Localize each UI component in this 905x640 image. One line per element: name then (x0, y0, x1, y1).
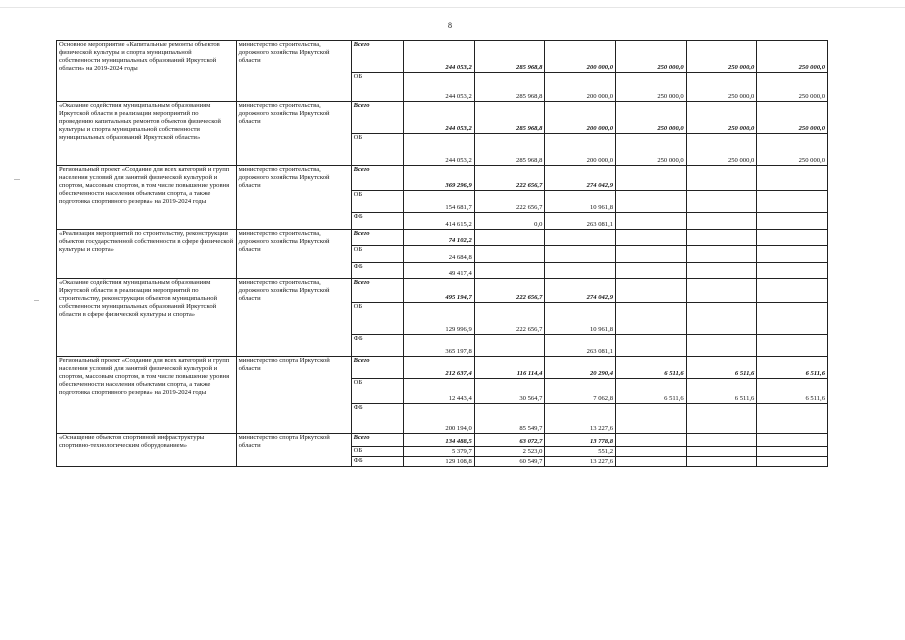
responsible-executor: министерство строительства, дорожного хозяйства Иркутской области (236, 230, 351, 279)
amount-cell: 200 000,0 (545, 102, 616, 134)
amount-cell (757, 447, 828, 457)
funding-source: ФБ (351, 457, 403, 467)
amount-cell: 13 778,8 (545, 434, 616, 447)
amount-cell: 30 564,7 (474, 379, 545, 404)
amount-cell (686, 335, 757, 357)
amount-cell: 74 102,2 (404, 230, 475, 246)
amount-cell: 129 108,8 (404, 457, 475, 467)
amount-cell: 24 684,8 (404, 246, 475, 263)
funding-source: ОБ (351, 134, 403, 166)
amount-cell: 49 417,4 (404, 263, 475, 279)
funding-source: Всего (351, 279, 403, 303)
funding-source: ОБ (351, 379, 403, 404)
amount-cell: 250 000,0 (616, 41, 687, 73)
amount-cell: 250 000,0 (757, 73, 828, 102)
amount-cell: 250 000,0 (686, 102, 757, 134)
amount-cell: 250 000,0 (686, 134, 757, 166)
table-row (57, 279, 828, 303)
amount-cell (616, 457, 687, 467)
amount-cell: 250 000,0 (757, 102, 828, 134)
amount-cell (757, 303, 828, 335)
table-row (57, 166, 828, 191)
funding-source: Всего (351, 434, 403, 447)
amount-cell (686, 166, 757, 191)
amount-cell (616, 279, 687, 303)
amount-cell: 285 968,8 (474, 102, 545, 134)
amount-cell: 200 000,0 (545, 134, 616, 166)
amount-cell: 0,0 (474, 213, 545, 230)
amount-cell (616, 434, 687, 447)
responsible-executor: министерство спорта Иркутской области (236, 434, 351, 467)
amount-cell: 250 000,0 (616, 134, 687, 166)
amount-cell: 10 961,8 (545, 191, 616, 213)
amount-cell: 5 379,7 (404, 447, 475, 457)
amount-cell (757, 457, 828, 467)
measure-description: Региональный проект «Создание для всех категорий и групп населения условий для занятий физической культурой и спортом, массовым спортом, в том числе повышение уровня обеспеченности населения объектами спорта, а также подготовка спортивного резерва» на 2019-2024 годы (57, 166, 237, 230)
amount-cell: 20 290,4 (545, 357, 616, 379)
funding-source: ОБ (351, 191, 403, 213)
funding-source: ФБ (351, 335, 403, 357)
amount-cell: 63 072,7 (474, 434, 545, 447)
amount-cell: 13 227,6 (545, 404, 616, 434)
amount-cell: 274 042,9 (545, 166, 616, 191)
amount-cell: 369 296,9 (404, 166, 475, 191)
amount-cell: 200 000,0 (545, 73, 616, 102)
responsible-executor: министерство спорта Иркутской области (236, 357, 351, 434)
amount-cell: 6 511,6 (616, 357, 687, 379)
amount-cell: 414 615,2 (404, 213, 475, 230)
amount-cell (616, 230, 687, 246)
amount-cell (616, 404, 687, 434)
responsible-executor: министерство строительства, дорожного хозяйства Иркутской области (236, 41, 351, 102)
funding-source: Всего (351, 357, 403, 379)
amount-cell (686, 246, 757, 263)
scan-mark (14, 179, 20, 180)
amount-cell (757, 246, 828, 263)
amount-cell: 551,2 (545, 447, 616, 457)
amount-cell (686, 434, 757, 447)
amount-cell: 6 511,6 (757, 379, 828, 404)
amount-cell: 285 968,8 (474, 134, 545, 166)
amount-cell (757, 230, 828, 246)
amount-cell: 250 000,0 (686, 73, 757, 102)
table-row (57, 357, 828, 379)
measure-description: Региональный проект «Создание для всех категорий и групп населения условий для занятий физической культурой и спортом, массовым спортом, в том числе повышение уровня обеспеченности населения объектами спорта, а также подготовка спортивного резерва» на 2019-2024 годы (57, 357, 237, 434)
funding-source: ОБ (351, 246, 403, 263)
amount-cell: 250 000,0 (616, 102, 687, 134)
amount-cell (474, 335, 545, 357)
amount-cell (757, 279, 828, 303)
amount-cell (616, 213, 687, 230)
amount-cell (686, 404, 757, 434)
amount-cell: 222 656,7 (474, 279, 545, 303)
amount-cell: 154 681,7 (404, 191, 475, 213)
amount-cell (616, 246, 687, 263)
amount-cell (757, 213, 828, 230)
amount-cell: 274 042,9 (545, 279, 616, 303)
amount-cell: 365 197,8 (404, 335, 475, 357)
amount-cell (757, 191, 828, 213)
amount-cell: 200 000,0 (545, 41, 616, 73)
amount-cell: 250 000,0 (616, 73, 687, 102)
amount-cell: 244 053,2 (404, 73, 475, 102)
funding-source: Всего (351, 166, 403, 191)
amount-cell (686, 263, 757, 279)
amount-cell: 250 000,0 (757, 134, 828, 166)
scan-mark (34, 300, 39, 301)
amount-cell: 263 081,1 (545, 335, 616, 357)
amount-cell: 285 968,8 (474, 41, 545, 73)
amount-cell: 116 114,4 (474, 357, 545, 379)
amount-cell (686, 447, 757, 457)
table-row (57, 102, 828, 134)
amount-cell: 6 511,6 (686, 379, 757, 404)
budget-table (56, 40, 828, 467)
amount-cell (616, 191, 687, 213)
amount-cell (686, 191, 757, 213)
funding-source: ФБ (351, 213, 403, 230)
funding-source: ФБ (351, 404, 403, 434)
page-number: 8 (448, 21, 452, 30)
funding-source: Всего (351, 102, 403, 134)
amount-cell: 244 053,2 (404, 134, 475, 166)
measure-description: «Оснащение объектов спортивной инфраструктуры спортивно-технологическим оборудованием» (57, 434, 237, 467)
amount-cell: 495 194,7 (404, 279, 475, 303)
amount-cell: 212 637,4 (404, 357, 475, 379)
table-row (57, 230, 828, 246)
amount-cell: 200 194,0 (404, 404, 475, 434)
responsible-executor: министерство строительства, дорожного хозяйства Иркутской области (236, 102, 351, 166)
amount-cell: 2 523,0 (474, 447, 545, 457)
funding-source: ОБ (351, 303, 403, 335)
amount-cell: 6 511,6 (616, 379, 687, 404)
funding-source: Всего (351, 41, 403, 73)
amount-cell: 6 511,6 (757, 357, 828, 379)
amount-cell: 10 961,8 (545, 303, 616, 335)
amount-cell (474, 263, 545, 279)
amount-cell (616, 166, 687, 191)
amount-cell: 134 488,5 (404, 434, 475, 447)
amount-cell (616, 447, 687, 457)
amount-cell: 60 549,7 (474, 457, 545, 467)
amount-cell (616, 303, 687, 335)
table-row (57, 41, 828, 73)
amount-cell (757, 434, 828, 447)
responsible-executor: министерство строительства, дорожного хозяйства Иркутской области (236, 166, 351, 230)
amount-cell: 263 081,1 (545, 213, 616, 230)
amount-cell: 285 968,8 (474, 73, 545, 102)
measure-description: Основное мероприятие «Капитальные ремонты объектов физической культуры и спорта муниципальной собственности муниципальных образований Иркутской области» на 2019-2024 годы (57, 41, 237, 102)
measure-description: «Оказание содействия муниципальным образованиям Иркутской области в реализации мероприятий по строительству, реконструкции объектов муниципальной собственности муниципальных образований Иркутской области в сфере физической культуры и спорта» (57, 279, 237, 357)
amount-cell: 222 656,7 (474, 166, 545, 191)
amount-cell: 222 656,7 (474, 191, 545, 213)
amount-cell (616, 263, 687, 279)
amount-cell (474, 246, 545, 263)
amount-cell (757, 335, 828, 357)
amount-cell: 6 511,6 (686, 357, 757, 379)
amount-cell (545, 263, 616, 279)
measure-description: «Оказание содействия муниципальным образованиям Иркутской области в реализации мероприятий по проведению капитальных ремонтов объектов физической культуры и спорта муниципальной собственности муниципальных образований Иркутской области» (57, 102, 237, 166)
funding-source: ОБ (351, 447, 403, 457)
amount-cell (686, 303, 757, 335)
scan-mark (0, 7, 905, 8)
amount-cell: 7 062,8 (545, 379, 616, 404)
measure-description: «Реализация мероприятий по строительству, реконструкции объектов государственной собственности в сфере физической культуры и спорта» (57, 230, 237, 279)
responsible-executor: министерство строительства, дорожного хозяйства Иркутской области (236, 279, 351, 357)
amount-cell: 244 053,2 (404, 41, 475, 73)
amount-cell (686, 230, 757, 246)
amount-cell: 13 227,6 (545, 457, 616, 467)
amount-cell (757, 404, 828, 434)
amount-cell: 129 996,9 (404, 303, 475, 335)
amount-cell: 244 053,2 (404, 102, 475, 134)
amount-cell (545, 230, 616, 246)
funding-source: ФБ (351, 263, 403, 279)
amount-cell (686, 457, 757, 467)
amount-cell (757, 263, 828, 279)
table-row (57, 434, 828, 447)
amount-cell (616, 335, 687, 357)
amount-cell: 250 000,0 (686, 41, 757, 73)
amount-cell: 250 000,0 (757, 41, 828, 73)
amount-cell: 222 656,7 (474, 303, 545, 335)
amount-cell (757, 166, 828, 191)
amount-cell (474, 230, 545, 246)
funding-source: ОБ (351, 73, 403, 102)
amount-cell: 12 443,4 (404, 379, 475, 404)
amount-cell (686, 279, 757, 303)
amount-cell: 85 549,7 (474, 404, 545, 434)
amount-cell (686, 213, 757, 230)
funding-source: Всего (351, 230, 403, 246)
amount-cell (545, 246, 616, 263)
